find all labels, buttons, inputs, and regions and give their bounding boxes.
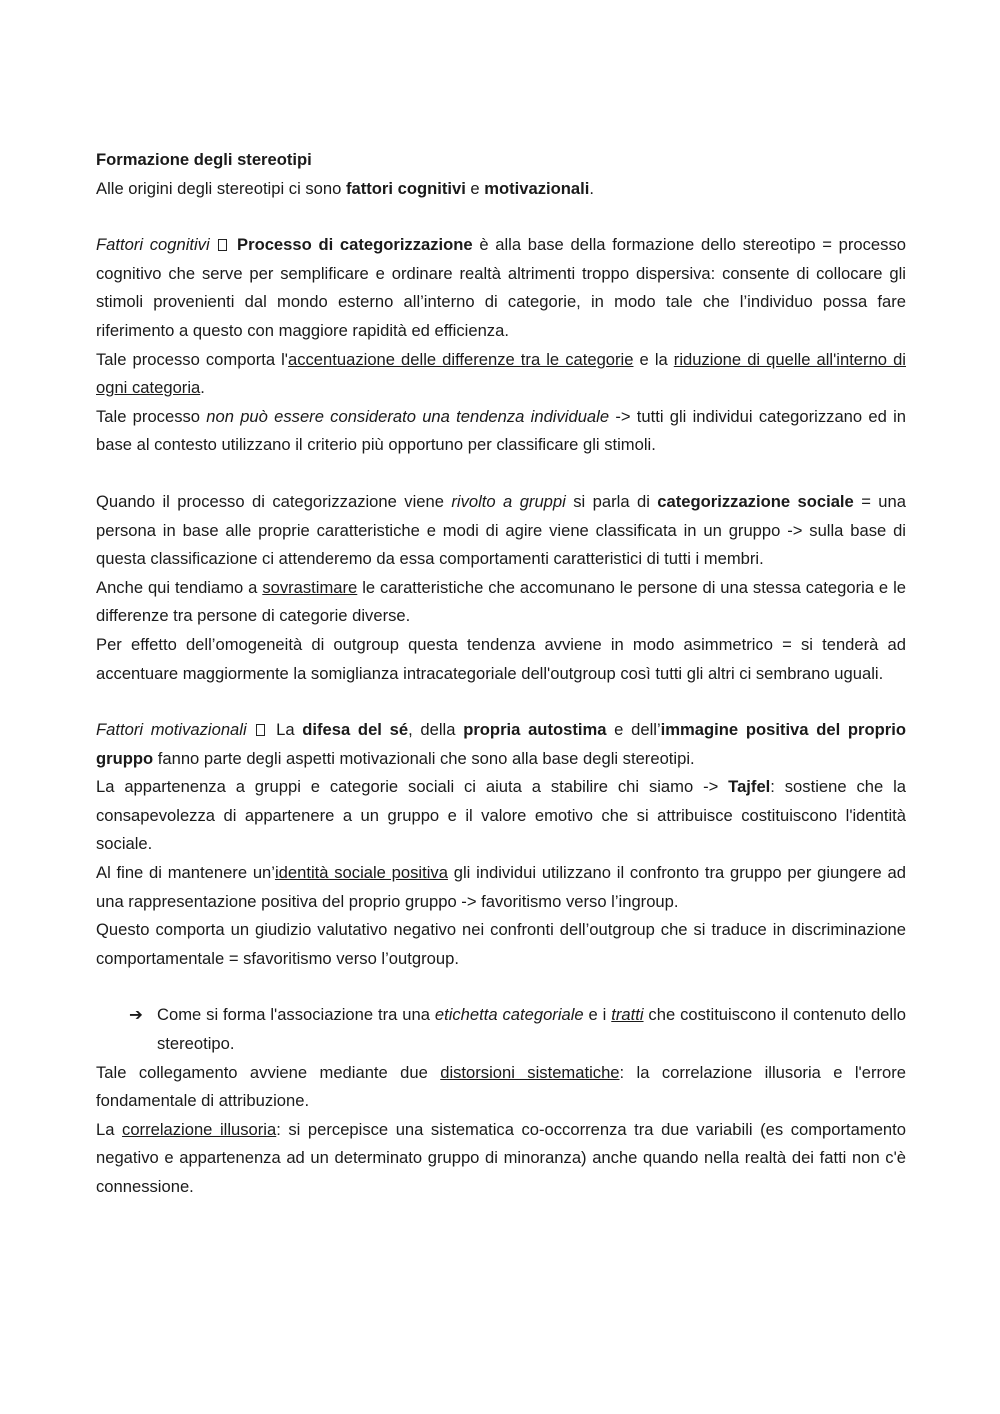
motivational-factors-term: motivazionali [484,178,590,198]
paragraph-text: La appartenenza a gruppi e categorie sociali ci aiuta a stabilire chi siamo -> [96,777,729,797]
social-categorization-term: categorizzazione sociale [657,491,854,511]
paragraph-text: si parla di [565,491,658,511]
italic-phrase: non può essere considerato una tendenza individuale [206,406,610,426]
accentuation-term: accentuazione delle differenze tra le categorie [287,349,634,369]
italic-phrase: rivolto a gruppi [451,491,566,511]
overestimation-paragraph [96,574,906,631]
intro-text: Alle origini degli stereotipi ci sono [96,178,346,198]
paragraph-text: Al fine di mantenere un’ [96,863,275,883]
social-identity-paragraph [96,859,906,916]
cognitive-paragraph [96,231,906,345]
paragraph-text: Tale collegamento avviene mediante due [96,1062,441,1082]
spacer [96,688,906,716]
paragraph-text: : si percepisce una sistematica co-occorrenza tra due variabili (es comportamento negativo e appartenenza ad un determinato gruppo di minoranza) anche quando nella realtà dei fatti non c'è connessione. [96,1119,906,1196]
tajfel-paragraph [96,773,906,859]
paragraph-text: , della [408,720,464,740]
illusory-correlation-term: correlazione illusoria [122,1119,277,1139]
intro-paragraph [96,175,906,204]
section-title: Formazione degli stereotipi [96,150,312,169]
discrimination-paragraph: Questo comporta un giudizio valutativo negativo nei confronti dell’outgroup che si traduce in discriminazione comportamentale = sfavoritismo verso l’outgroup. [96,920,906,968]
paragraph-text: Anche qui tendiamo a [96,577,263,597]
self-defense-term: difesa del sé [302,720,409,740]
paragraph-text: : sostiene che la consapevolezza di appartenere a un gruppo e il valore emotivo che si attribuisce costituiscono l'identità sociale. [96,777,906,854]
paragraph-text: La [268,720,303,740]
arrow-bullet-icon: ➔ [129,1005,143,1025]
overestimate-term: sovrastimare [262,577,358,597]
paragraph-text: che costituiscono il contenuto dello stereotipo. [157,1005,906,1054]
group-image-term: immagine positiva del proprio gruppo [96,720,906,768]
self-esteem-term: propria autostima [463,720,607,740]
individual-tendency-paragraph [96,403,906,460]
paragraph-text: e i [583,1005,612,1025]
spacer [96,460,906,488]
paragraph-text: -> tutti gli individui categorizzano ed in base al contesto utilizzano il criterio più opportuno per classificare gli stimoli. [96,406,906,455]
distortions-paragraph [96,1059,906,1116]
paragraph-text: Quando il processo di categorizzazione viene [96,491,452,511]
tajfel-term: Tajfel [728,777,771,797]
spacer [96,203,906,231]
bullet-item [96,1001,906,1058]
paragraph-text: Tale processo [96,406,207,426]
paragraph-text: e dell’ [606,720,661,740]
motivational-label: Fattori motivazionali [96,720,247,740]
cognitive-label: Fattori cognitivi [96,235,210,255]
reduction-term: riduzione di quelle all'interno di ogni categoria [96,349,906,398]
paragraph-text: Tale processo comporta l' [96,349,288,369]
paragraph-text: fanno parte degli aspetti motivazionali che sono alla base degli stereotipi. [153,748,695,768]
cognitive-text: è alla base della formazione dello stereotipo = processo cognitivo che serve per semplificare e ordinare realtà altrimenti troppo dispersiva: consente di collocare gli stimoli provenienti dal mondo esterno all’interno di categorie, in modo tale che l’individuo possa fare riferimento a questo con maggiore rapidità ed efficienza. [96,235,906,340]
traits-term: tratti [611,1005,644,1025]
paragraph-text: Come si forma l'associazione tra una [157,1005,435,1025]
missing-glyph-icon [256,724,265,736]
motivational-paragraph [96,716,906,773]
paragraph-text: = una persona in base alle proprie caratteristiche e modi di agire viene classificata in un gruppo -> sulla base di questa classificazione ci attenderemo da essa comportamenti caratteristici di tutti i membri. [96,491,906,569]
accentuation-paragraph [96,346,906,403]
social-categorization-paragraph [96,488,906,574]
paragraph-text: . [200,378,205,398]
italic-phrase: etichetta categoriale [434,1005,584,1025]
paragraph-text: gli individui utilizzano il confronto tra gruppo per giungere ad una rappresentazione positiva del proprio gruppo -> favoritismo verso l’ingroup. [96,863,906,911]
paragraph-text: La [96,1119,123,1139]
illusory-correlation-paragraph [96,1116,906,1202]
paragraph-text: le caratteristiche che accomunano le persone di una stessa categoria e le differenze tra persone di categorie diverse. [96,577,906,626]
distortions-term: distorsioni sistematiche [440,1062,620,1082]
document-page [96,146,906,1202]
categorization-term: Processo di categorizzazione [237,235,473,255]
spacer [96,973,906,1001]
paragraph-text: e la [633,349,674,369]
intro-text: . [589,178,595,198]
bullet-text [157,1001,906,1058]
cognitive-factors-term: fattori cognitivi [345,178,466,198]
missing-glyph-icon [218,239,227,251]
outgroup-homogeneity-paragraph: Per effetto dell’omogeneità di outgroup questa tendenza avviene in modo asimmetrico = si tenderà ad accentuare maggiormente la somiglianza intracategoriale dell'outgroup così tutti gli altri ci sembrano uguali. [96,634,906,683]
paragraph-text: : la correlazione illusoria e l'errore fondamentale di attribuzione. [96,1062,906,1111]
intro-text: e [465,178,485,198]
social-identity-term: identità sociale positiva [274,863,448,883]
